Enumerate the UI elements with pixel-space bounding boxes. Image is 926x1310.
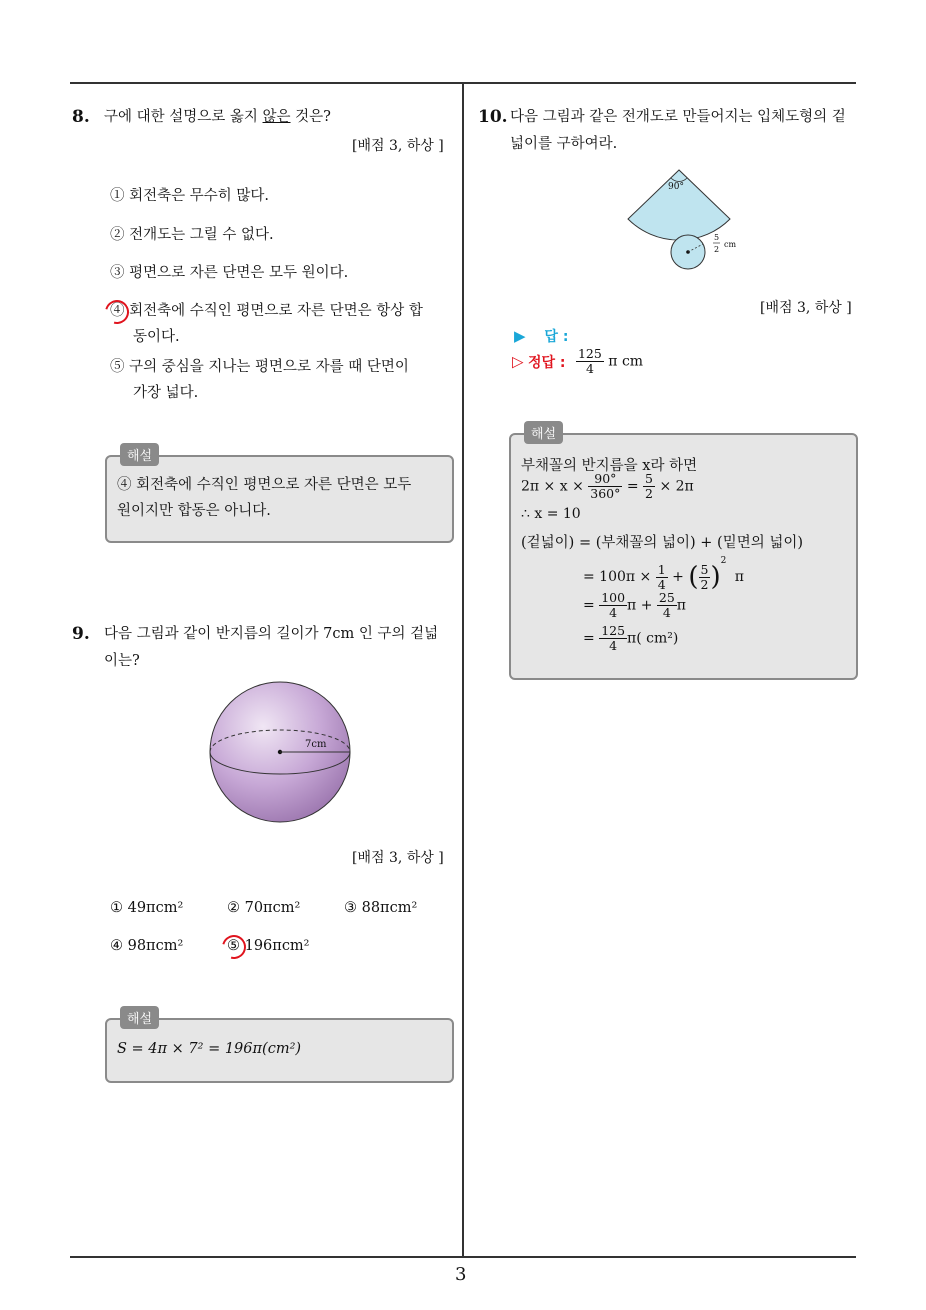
- q8-option-5-cont: 가장 넓다.: [133, 385, 199, 401]
- q10-net-figure: [625, 165, 760, 275]
- q10-exp-line2: [521, 472, 694, 501]
- q10-correct-label: 정답 :: [528, 354, 566, 371]
- q10-exp-line5-exp: 2: [720, 556, 727, 566]
- q10-exp-line2-f2d: 2: [645, 486, 653, 501]
- q10-exp-line5-fn: 1: [657, 561, 666, 577]
- q10-correct-arrow-icon: ▷: [512, 352, 524, 371]
- page-number: 3: [455, 1264, 467, 1285]
- q10-exp-line6-f2d: 4: [662, 605, 671, 620]
- q10-correct-fraction: [576, 347, 604, 376]
- q8-option-4[interactable]: ④ 회전축에 수직인 평면으로 자른 단면은 항상 합: [110, 303, 423, 319]
- q10-exp-line6-f2n: 25: [658, 590, 675, 605]
- q10-figure-radius-num: 5: [714, 233, 720, 242]
- q10-exp-line7-a: π( cm²): [627, 630, 679, 647]
- q9-figure-label: 7cm: [305, 739, 327, 750]
- q10-figure-angle: 90°: [668, 182, 684, 192]
- q8-option-1[interactable]: ① 회전축은 무수히 많다.: [110, 188, 269, 204]
- q8-option-2[interactable]: ② 전개도는 그릴 수 없다.: [110, 227, 274, 243]
- q10-exp-line6-fn: 100: [601, 590, 626, 605]
- q10-exp-line2-fd: 360°: [590, 486, 621, 501]
- q8-text-before: 구에 대한 설명으로 옳지: [104, 109, 263, 125]
- q8-number: 8.: [72, 107, 90, 127]
- q10-exp-line6-eq: =: [583, 597, 595, 614]
- q10-answer-arrow-icon: ▶: [514, 327, 526, 345]
- q10-answer-row: [514, 326, 568, 346]
- q8-explanation-line2: 원이지만 합동은 아니다.: [117, 503, 271, 519]
- bottom-rule: [70, 1256, 856, 1258]
- q9-sphere-figure: [205, 680, 355, 830]
- q10-exp-line5-b: +: [672, 569, 684, 585]
- q10-correct-den: 4: [585, 361, 594, 376]
- q10-exp-line2-frac2: [643, 472, 655, 501]
- q10-correct-num: 125: [577, 346, 602, 361]
- q10-exp-line6-a: π +: [627, 597, 653, 614]
- q8-text-underlined: 않은: [262, 109, 291, 125]
- q10-exp-line5-pd: 2: [700, 576, 709, 592]
- q10-text-line2: 넓이를 구하여라.: [510, 136, 618, 152]
- q10-score: [배점 3, 하상 ]: [760, 300, 852, 316]
- q10-exp-line5-paren-open: (: [688, 562, 699, 592]
- q10-exp-line2-fn: 90°: [588, 472, 622, 487]
- q9-option-1[interactable]: ① 49πcm²: [110, 900, 184, 916]
- q10-exp-line6-fd: 4: [609, 605, 618, 620]
- q10-exp-line7: [583, 624, 678, 653]
- q10-answer-label: 답 :: [544, 329, 569, 345]
- q10-exp-line5: [583, 556, 744, 592]
- q10-correct-row: [512, 347, 643, 376]
- q10-exp-line2-c: × 2π: [659, 478, 694, 495]
- q10-number: 10.: [478, 107, 508, 127]
- q10-explanation-tag: 해설: [524, 421, 563, 444]
- q10-exp-line3: ∴ x = 10: [521, 506, 581, 522]
- q9-explanation: S = 4π × 7² = 196π(cm²): [117, 1041, 302, 1057]
- q10-exp-line6-frac2: [657, 591, 677, 620]
- q10-figure-radius-den: 2: [714, 245, 720, 254]
- q10-exp-line5-pn: 5: [700, 561, 709, 577]
- q10-exp-line2-a: 2π × x ×: [521, 478, 584, 495]
- q9-option-2[interactable]: ② 70πcm²: [227, 900, 301, 916]
- q10-correct-unit: π cm: [608, 353, 644, 370]
- q8-option-4-cont: 동이다.: [133, 329, 180, 345]
- q9-text-line1: 다음 그림과 같이 반지름의 길이가 7cm 인 구의 겉넓: [104, 626, 439, 642]
- q9-text-line2: 이는?: [104, 653, 140, 669]
- q10-figure-radius-unit: cm: [724, 240, 737, 249]
- q10-exp-line6-frac1: [599, 591, 627, 620]
- q8-option-5[interactable]: ⑤ 구의 중심을 지나는 평면으로 자를 때 단면이: [110, 359, 409, 375]
- q10-exp-line7-fd: 4: [609, 638, 618, 653]
- q8-text-after: 것은?: [290, 109, 331, 125]
- q10-exp-line7-frac: [599, 624, 627, 653]
- q9-option-4[interactable]: ④ 98πcm²: [110, 938, 184, 954]
- q10-exp-line2-frac1: [588, 472, 622, 501]
- q8-explanation-tag: 해설: [120, 443, 159, 466]
- q10-exp-line7-fn: 125: [601, 623, 626, 638]
- q9-explanation-tag: 해설: [120, 1006, 159, 1029]
- q10-exp-line4: (겉넓이) = (부채꼴의 넓이) + (밑면의 넓이): [521, 535, 803, 551]
- q10-exp-line6: [583, 591, 686, 620]
- q8-question: [104, 104, 331, 131]
- q9-number: 9.: [72, 624, 90, 644]
- q10-exp-line5-frac: [656, 563, 668, 592]
- column-divider: [462, 82, 464, 1257]
- q9-option-5[interactable]: ⑤ 196πcm²: [227, 938, 310, 954]
- q8-explanation-line1: ④ 회전축에 수직인 평면으로 자른 단면은 모두: [117, 477, 412, 493]
- q10-exp-line5-pfrac: [699, 563, 711, 592]
- q10-exp-line1: 부채꼴의 반지름을 x라 하면: [521, 458, 698, 474]
- q10-exp-line6-b: π: [676, 597, 686, 614]
- q10-exp-line5-c: π: [734, 569, 744, 585]
- q10-exp-line5-fd: 4: [657, 576, 666, 592]
- q10-exp-line5-paren-close: ): [710, 562, 721, 592]
- q9-score: [배점 3, 하상 ]: [352, 850, 444, 866]
- q10-exp-line7-eq: =: [583, 630, 595, 647]
- q8-option-3[interactable]: ③ 평면으로 자른 단면은 모두 원이다.: [110, 265, 349, 281]
- q8-score: [배점 3, 하상 ]: [352, 138, 444, 154]
- q9-option-3[interactable]: ③ 88πcm²: [344, 900, 418, 916]
- q10-exp-line5-a: = 100π ×: [583, 569, 652, 585]
- q10-exp-line2-f2n: 5: [645, 471, 653, 486]
- q10-exp-line2-b: =: [626, 478, 639, 495]
- q10-text-line1: 다음 그림과 같은 전개도로 만들어지는 입체도형의 겉: [510, 109, 846, 125]
